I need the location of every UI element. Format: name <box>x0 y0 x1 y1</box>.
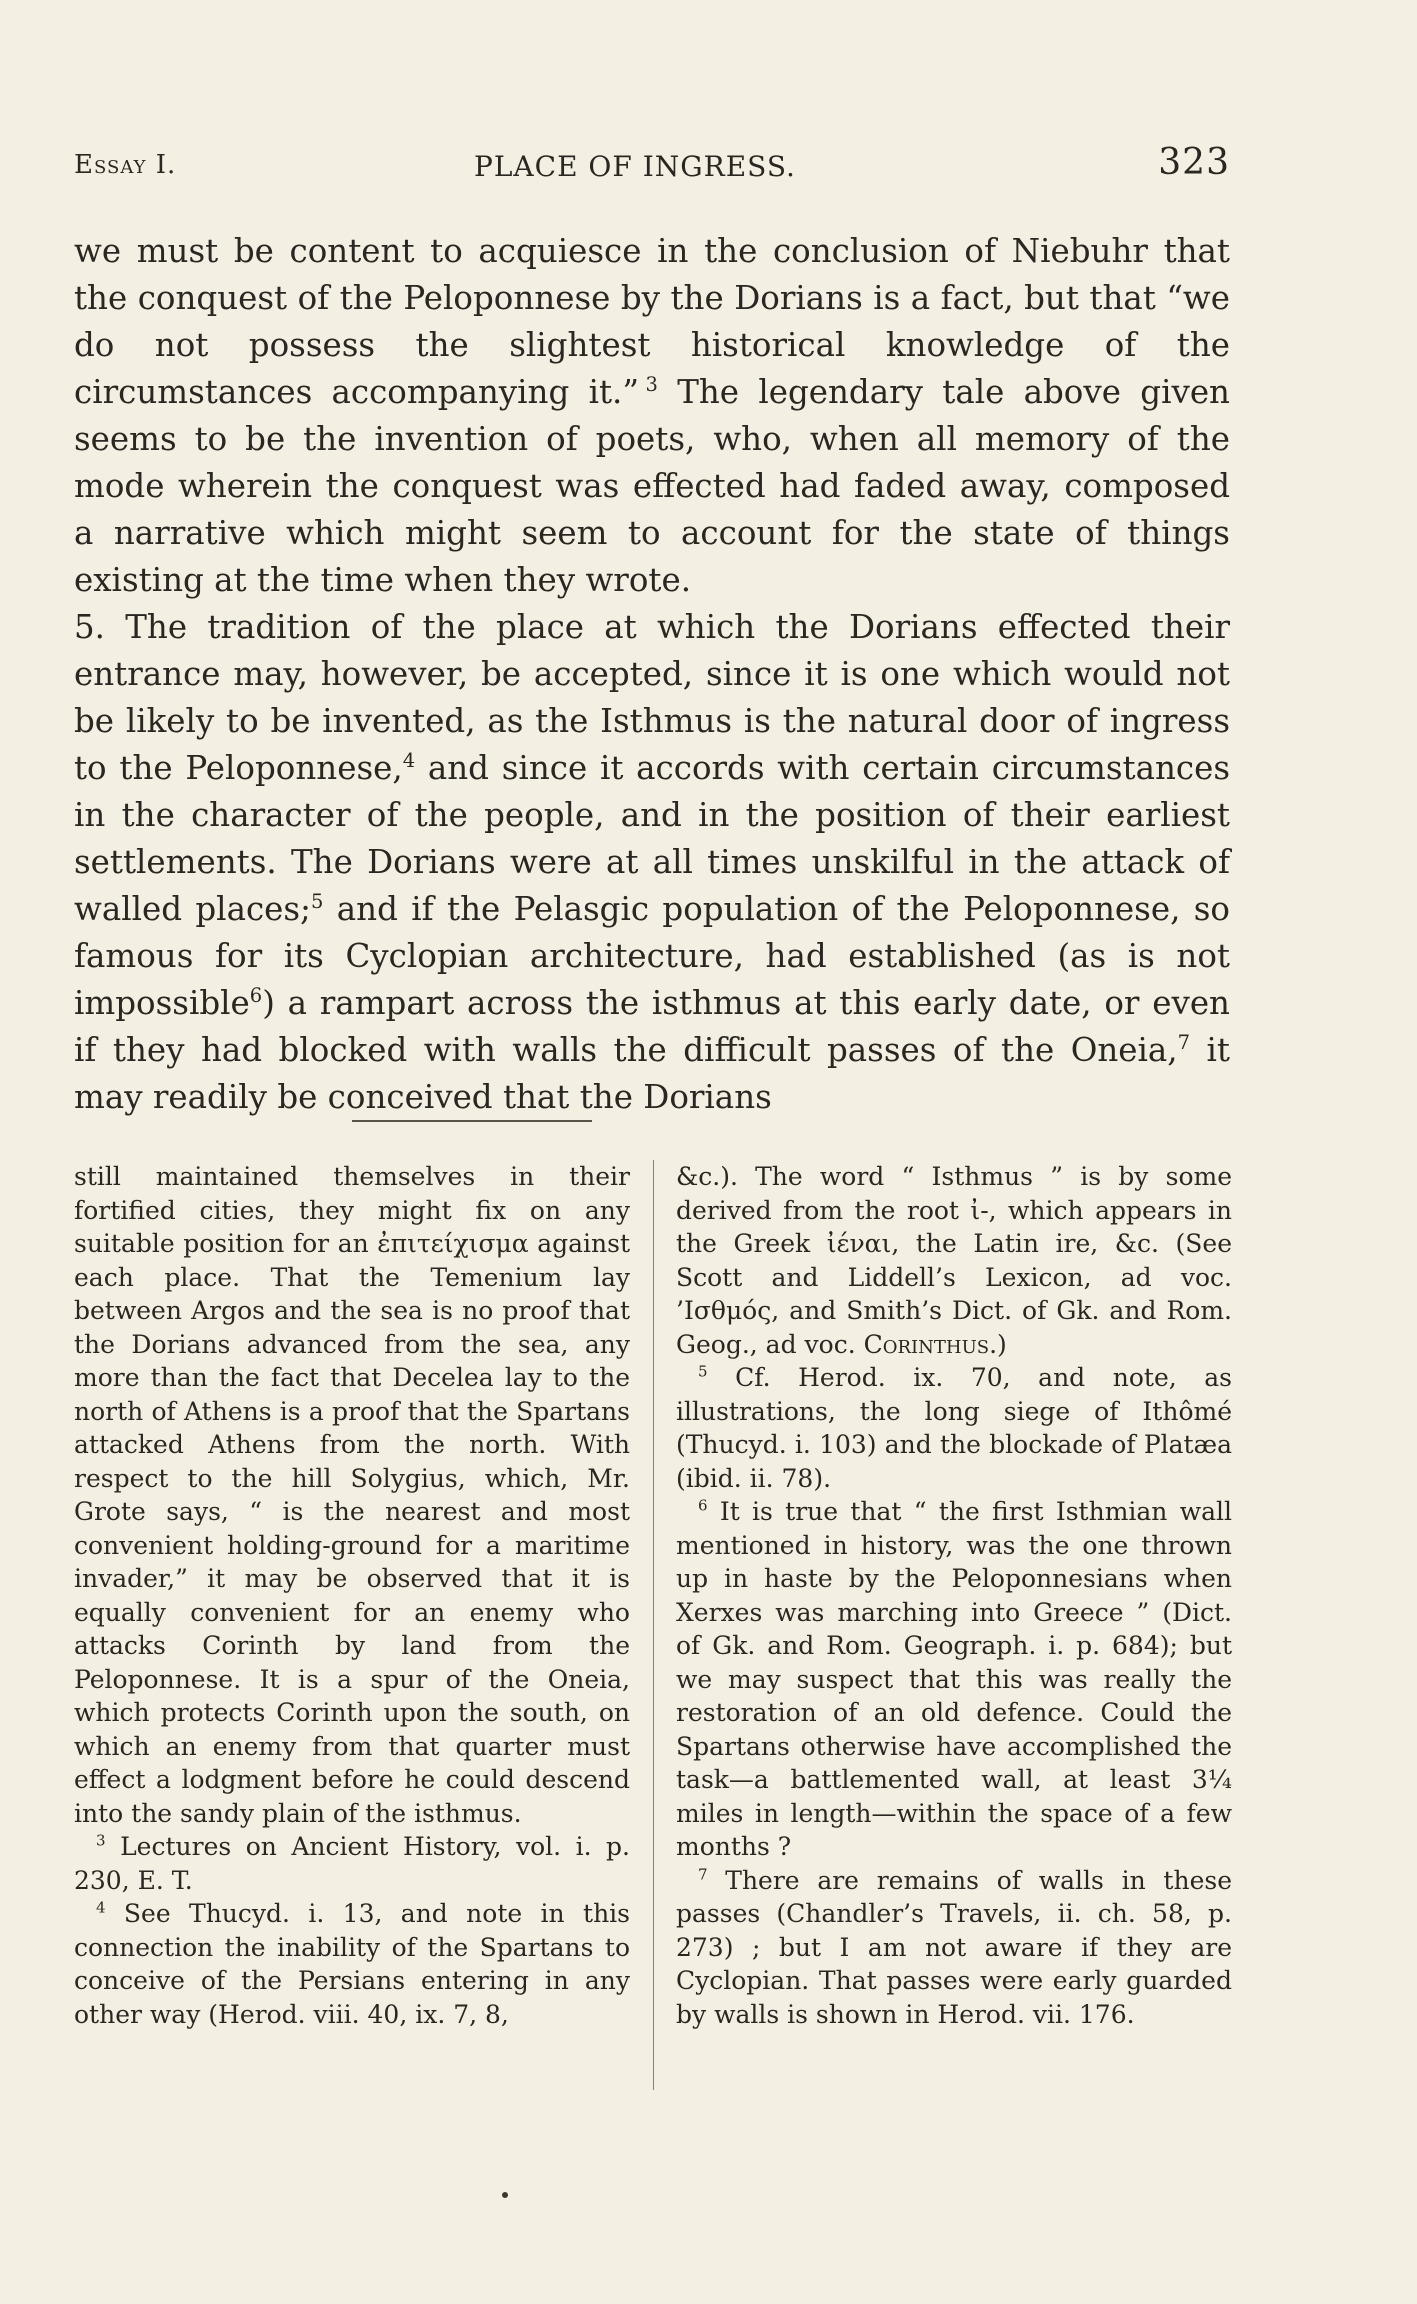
footnote-ref-5: 5 <box>311 890 324 914</box>
footnote-4-cont-text: &c.). The word “ Isthmus ” is by some derived from the root ἰ-, which appears in the Greek ἰέναι, the Latin ire, &c. (See Scott and Liddell’s Lexicon, ad voc. ’Ισθμός, and Smith’s Dict. of Gk. and Rom. Geog., ad voc. <box>676 1162 1232 1359</box>
footnote-6 <box>676 1495 1232 1864</box>
footnote-6-text: It is true that “ the first Isthmian wall mentioned in history, was the one thrown up in haste by the Peloponnesians when Xerxes was marching into Greece ” (Dict. of Gk. and Rom. Geograph. i. p. 684); but we may suspect that this was really the restoration of an old defence. Could the Spartans otherwise have accomplished the task—a battlemented wall, at least 3¼ miles in length—within the space of a few months ? <box>676 1497 1232 1861</box>
paragraph-1 <box>74 228 1230 604</box>
paragraph-1-text-cont: The legendary tale above given seems to be the invention of poets, who, when all memory of the mode wherein the conquest was effected had faded away, composed a narrative which might seem to account for the state of things existing at the time when they wrote. <box>74 373 1230 599</box>
footnote-3 <box>74 1830 630 1897</box>
footnote-rule <box>352 1120 592 1122</box>
footnote-7-number: 7 <box>698 1865 708 1884</box>
footnote-3-number: 3 <box>96 1831 106 1850</box>
footnotes-right-column <box>676 1160 1232 2031</box>
page-number: 323 <box>1158 142 1230 183</box>
paragraph-2-text-d: ) a rampart across the isthmus at this early date, or even if they had blocked with walls the difficult passes of the Oneia, <box>74 984 1230 1069</box>
footnote-ref-6: 6 <box>249 984 263 1008</box>
footnote-ref-4: 4 <box>402 749 416 773</box>
header-title: PLACE OF INGRESS. <box>474 150 796 183</box>
header-essay-label: Essay I. <box>74 150 177 180</box>
footnote-continuation: still maintained themselves in their fortified cities, they might fix on any suitable position for an ἐπιτείχισμα against each place. That the Temenium lay between Argos and the sea is no proof that the Dorians advanced from the sea, any more than the fact that Decelea lay to the north of Athens is a proof that the Spartans attacked Athens from the north. With respect to the hill Solygius, which, Mr. Grote says, “ is the nearest and most convenient holding-ground for a maritime invader,” it may be observed that it is equally convenient for an enemy who attacks Corinth by land from the Peloponnese. It is a spur of the Oneia, which protects Corinth upon the south, on which an enemy from that quarter must effect a lodgment before he could descend into the sandy plain of the isthmus. <box>74 1162 630 1828</box>
footnote-7 <box>676 1864 1232 2032</box>
footnote-4 <box>74 1897 630 2031</box>
page-mark <box>502 2192 508 2198</box>
footnote-ref-7: 7 <box>1177 1031 1191 1055</box>
paragraph-1-text: we must be content to acquiesce in the conclusion of Niebuhr that the conquest of the Peloponnese by the Dorians is a fact, but that “we do not possess the slightest historical knowledge of the circumstances accompanying it.” <box>74 232 1230 411</box>
footnote-4-smallcaps: Corinthus <box>863 1329 990 1359</box>
footnotes-left-column <box>74 1160 630 2031</box>
footnote-6-number: 6 <box>698 1496 708 1515</box>
column-divider <box>653 1160 654 2090</box>
running-header <box>74 142 1230 192</box>
footnote-4-number: 4 <box>96 1898 106 1917</box>
paragraph-2 <box>74 604 1230 1121</box>
main-body-text <box>74 228 1230 1121</box>
footnote-5 <box>676 1361 1232 1495</box>
paragraph-2-text-e: it may readily be conceived that the Dorians <box>74 1031 1230 1116</box>
footnote-7-text: There are remains of walls in these passes (Chandler’s Travels, ii. ch. 58, p. 273) ; but I am not aware if they are Cyclopian. That passes were early guarded by walls is shown in Herod. vii. 176. <box>676 1865 1232 2029</box>
footnote-5-number: 5 <box>698 1362 708 1381</box>
footnote-ref-3: 3 <box>645 373 658 397</box>
footnote-3-text: Lectures on Ancient History, vol. i. p. 230, E. T. <box>74 1832 630 1895</box>
footnote-4-continuation <box>676 1160 1232 1361</box>
footnote-4-cont-end: .) <box>989 1329 1007 1359</box>
paragraph-2-text-a: 5. The tradition of the place at which the Dorians effected their entrance may, however, be accepted, since it is one which would not be likely to be invented, as the Isthmus is the natural door of ingress to the Peloponnese, <box>74 608 1230 787</box>
footnote-4-text: See Thucyd. i. 13, and note in this connection the inability of the Spartans to conceive of the Persians entering in any other way (Herod. viii. 40, ix. 7, 8, <box>74 1899 630 2029</box>
paragraph-2-text-c: and if the Pelasgic population of the Peloponnese, so famous for its Cyclopian architecture, had established (as is not impossible <box>74 890 1231 1022</box>
footnote-5-text: Cf. Herod. ix. 70, and note, as illustrations, the long siege of Ithômé (Thucyd. i. 103) and the blockade of Platæa (ibid. ii. 78). <box>676 1363 1232 1493</box>
paragraph-2-text-b: and since it accords with certain circumstances in the character of the people, and in the position of their earliest settlements. The Dorians were at all times unskilful in the attack of walled places; <box>74 749 1230 928</box>
